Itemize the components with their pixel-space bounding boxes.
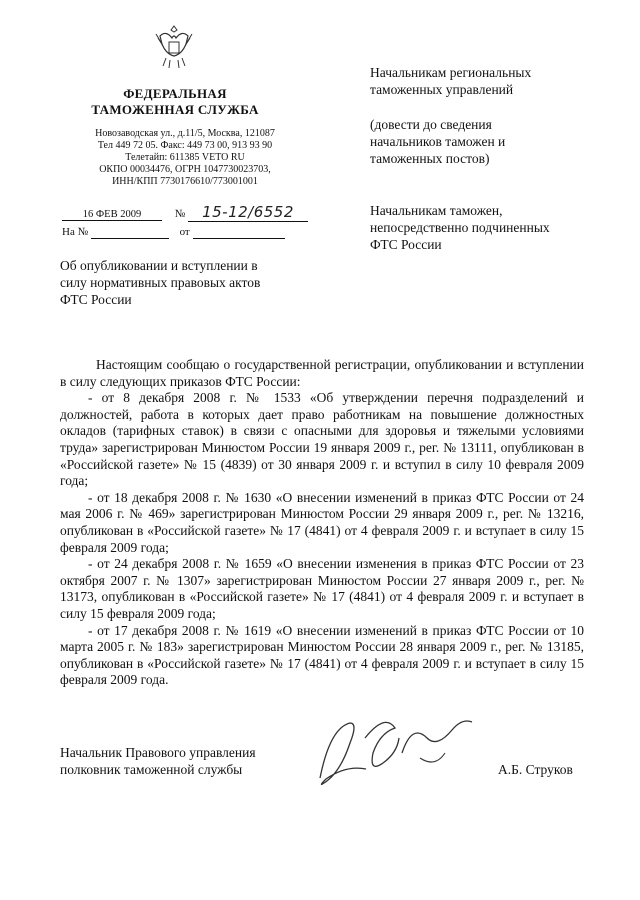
registration-date: 16 ФЕВ 2009: [62, 209, 162, 221]
body-item: - от 17 декабря 2008 г. № 1619 «О внесении изменений в приказ ФТС России от 10 марта 2005 г. № 183» зарегистрирован Минюстом России 28 января 2009 г., рег. № 13185, опубликован в «Российской газете» № 17 (4841) от 4 февраля 2009 г. и вступает в силу 15 февраля 2009 года.: [60, 622, 584, 688]
signatory-name: А.Б. Струков: [498, 762, 573, 777]
reference-date-blank: [193, 226, 285, 239]
org-name-line1: ФЕДЕРАЛЬНАЯ: [123, 86, 227, 101]
position-line: Начальник Правового управления: [60, 745, 256, 760]
number-label: №: [174, 208, 186, 220]
addressee-line: Начальникам региональных: [370, 65, 532, 80]
addressee-note-line: начальников таможен и: [370, 134, 506, 149]
reference-number-blank: [91, 226, 169, 239]
address-line: Новозаводская ул., д.11/5, Москва, 121087: [95, 128, 275, 139]
body-item: - от 24 декабря 2008 г. № 1659 «О внесении изменения в приказ ФТС России от 23 октября 2007 г. № 1307» зарегистрирован Минюстом России 27 января 2009 г., рег. № 13173, опубликован в «Российской газете» № 17 (4841) от 4 февраля 2009 г. и вступает в силу 15 февраля 2009 года;: [60, 556, 584, 621]
reference-label: На №: [62, 226, 89, 238]
addressee-line: непосредственно подчиненных: [370, 220, 550, 235]
subject-line: силу нормативных правовых актов: [60, 275, 261, 290]
addressee-block-1: [370, 64, 531, 98]
addressee-line: Начальникам таможен,: [370, 203, 503, 218]
address-line: ИНН/КПП 7730176610/773001001: [112, 176, 258, 187]
position-line: полковник таможенной службы: [60, 762, 243, 777]
handwritten-signature: [310, 708, 490, 798]
addressee-note: [370, 116, 505, 167]
coat-of-arms-emblem: [152, 22, 196, 72]
reference-line: [62, 226, 285, 239]
addressee-line: таможенных управлений: [370, 82, 514, 97]
signatory-position: [60, 744, 256, 778]
address-line: Тел 449 72 05. Факс: 449 73 00, 913 93 90: [97, 140, 273, 151]
org-address: [70, 128, 300, 188]
registration-number: 15-12/6552: [188, 203, 308, 222]
org-name-line2: ТАМОЖЕННАЯ СЛУЖБА: [91, 102, 259, 117]
addressee-note-line: (довести до сведения: [370, 117, 492, 132]
addressee-block-2: [370, 202, 550, 253]
body-intro: Настоящим сообщаю о государственной регистрации, опубликовании и вступлении в силу следующих приказов ФТС России:: [60, 357, 584, 389]
body-item: - от 8 декабря 2008 г. № 1533 «Об утверждении перечня подразделений и должностей, работа в которых дает право работникам на повышение должностных окладов (тарифных ставок) в связи с опасными для здоровья и тяжелыми условиями труда» зарегистрирован Минюстом России 19 января 2009 г., рег. № 13111, опубликован в «Российской газете» № 15 (4839) от 30 января 2009 г. и вступил в силу 10 февраля 2009 года;: [60, 390, 584, 489]
subject-line: ФТС России: [60, 292, 132, 307]
registration-line: [62, 203, 308, 222]
body-item: - от 18 декабря 2008 г. № 1630 «О внесении изменений в приказ ФТС России от 24 мая 2006 г. № 469» зарегистрирован Минюстом России 29 января 2009 г., рег. № 13216, опубликован в «Российской газете» № 17 (4841) от 4 февраля 2009 г. и вступает в силу 15 февраля 2009 года;: [60, 489, 584, 555]
addressee-line: ФТС России: [370, 237, 442, 252]
subject: [60, 257, 300, 308]
addressee-note-line: таможенных постов): [370, 151, 490, 166]
letter-body: [60, 357, 584, 689]
subject-line: Об опубликовании и вступлении в: [60, 258, 258, 273]
address-line: Телетайп: 611385 VETO RU: [125, 152, 245, 163]
reference-from-label: от: [179, 226, 190, 238]
address-line: ОКПО 00034476, ОГРН 1047730023703,: [99, 164, 271, 175]
